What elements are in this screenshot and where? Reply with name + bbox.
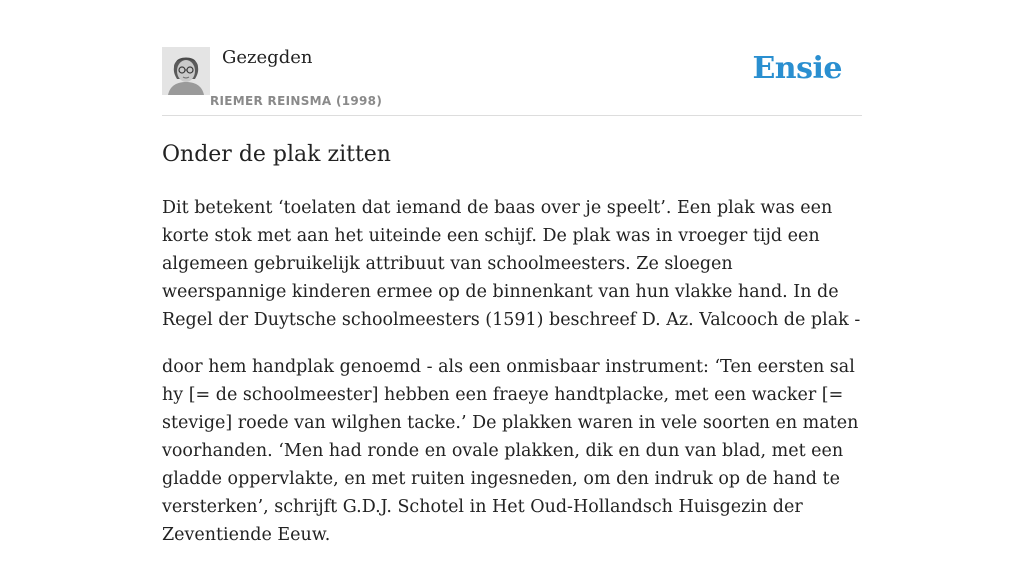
article-title: Onder de plak zitten	[162, 142, 391, 167]
article-paragraph: door hem handplak genoemd - als een onmisbaar instrument: ‘Ten eersten sal hy [= de schoolmeester] hebben een fraeye handtplacke, met een wacker [= stevige] roede van wilghen tacke.’ De plakken waren in vele soorten en maten voorhanden. ‘Men had ronde en ovale plakken, dik en dun van blad, met een gladde oppervlakte, en met ruiten ingesneden, om den indruk op de hand te versterken’, schrijft G.D.J. Schotel in Het Oud-Hollandsch Huisgezin der Zeventiende Eeuw.	[162, 357, 859, 545]
author-portrait-icon	[162, 47, 210, 95]
article	[162, 140, 862, 568]
author-line[interactable]: RIEMER REINSMA (1998)	[210, 94, 383, 108]
header	[162, 0, 862, 116]
article-paragraph: Dit betekent ‘toelaten dat iemand de baas over je speelt’. Een plak was een korte stok met aan het uiteinde een schijf. De plak was in vroeger tijd een algemeen gebruikelijk attribuut van schoolmeesters. Ze sloegen weerspannige kinderen ermee op de binnenkant van hun vlakke hand. In de Regel der Duytsche schoolmeesters (1591) beschreef D. Az. Valcooch de plak -	[162, 198, 861, 330]
brand-logo[interactable]: Ensie	[752, 51, 842, 86]
book-title[interactable]: Gezegden	[222, 47, 313, 68]
author-avatar[interactable]	[162, 47, 210, 95]
